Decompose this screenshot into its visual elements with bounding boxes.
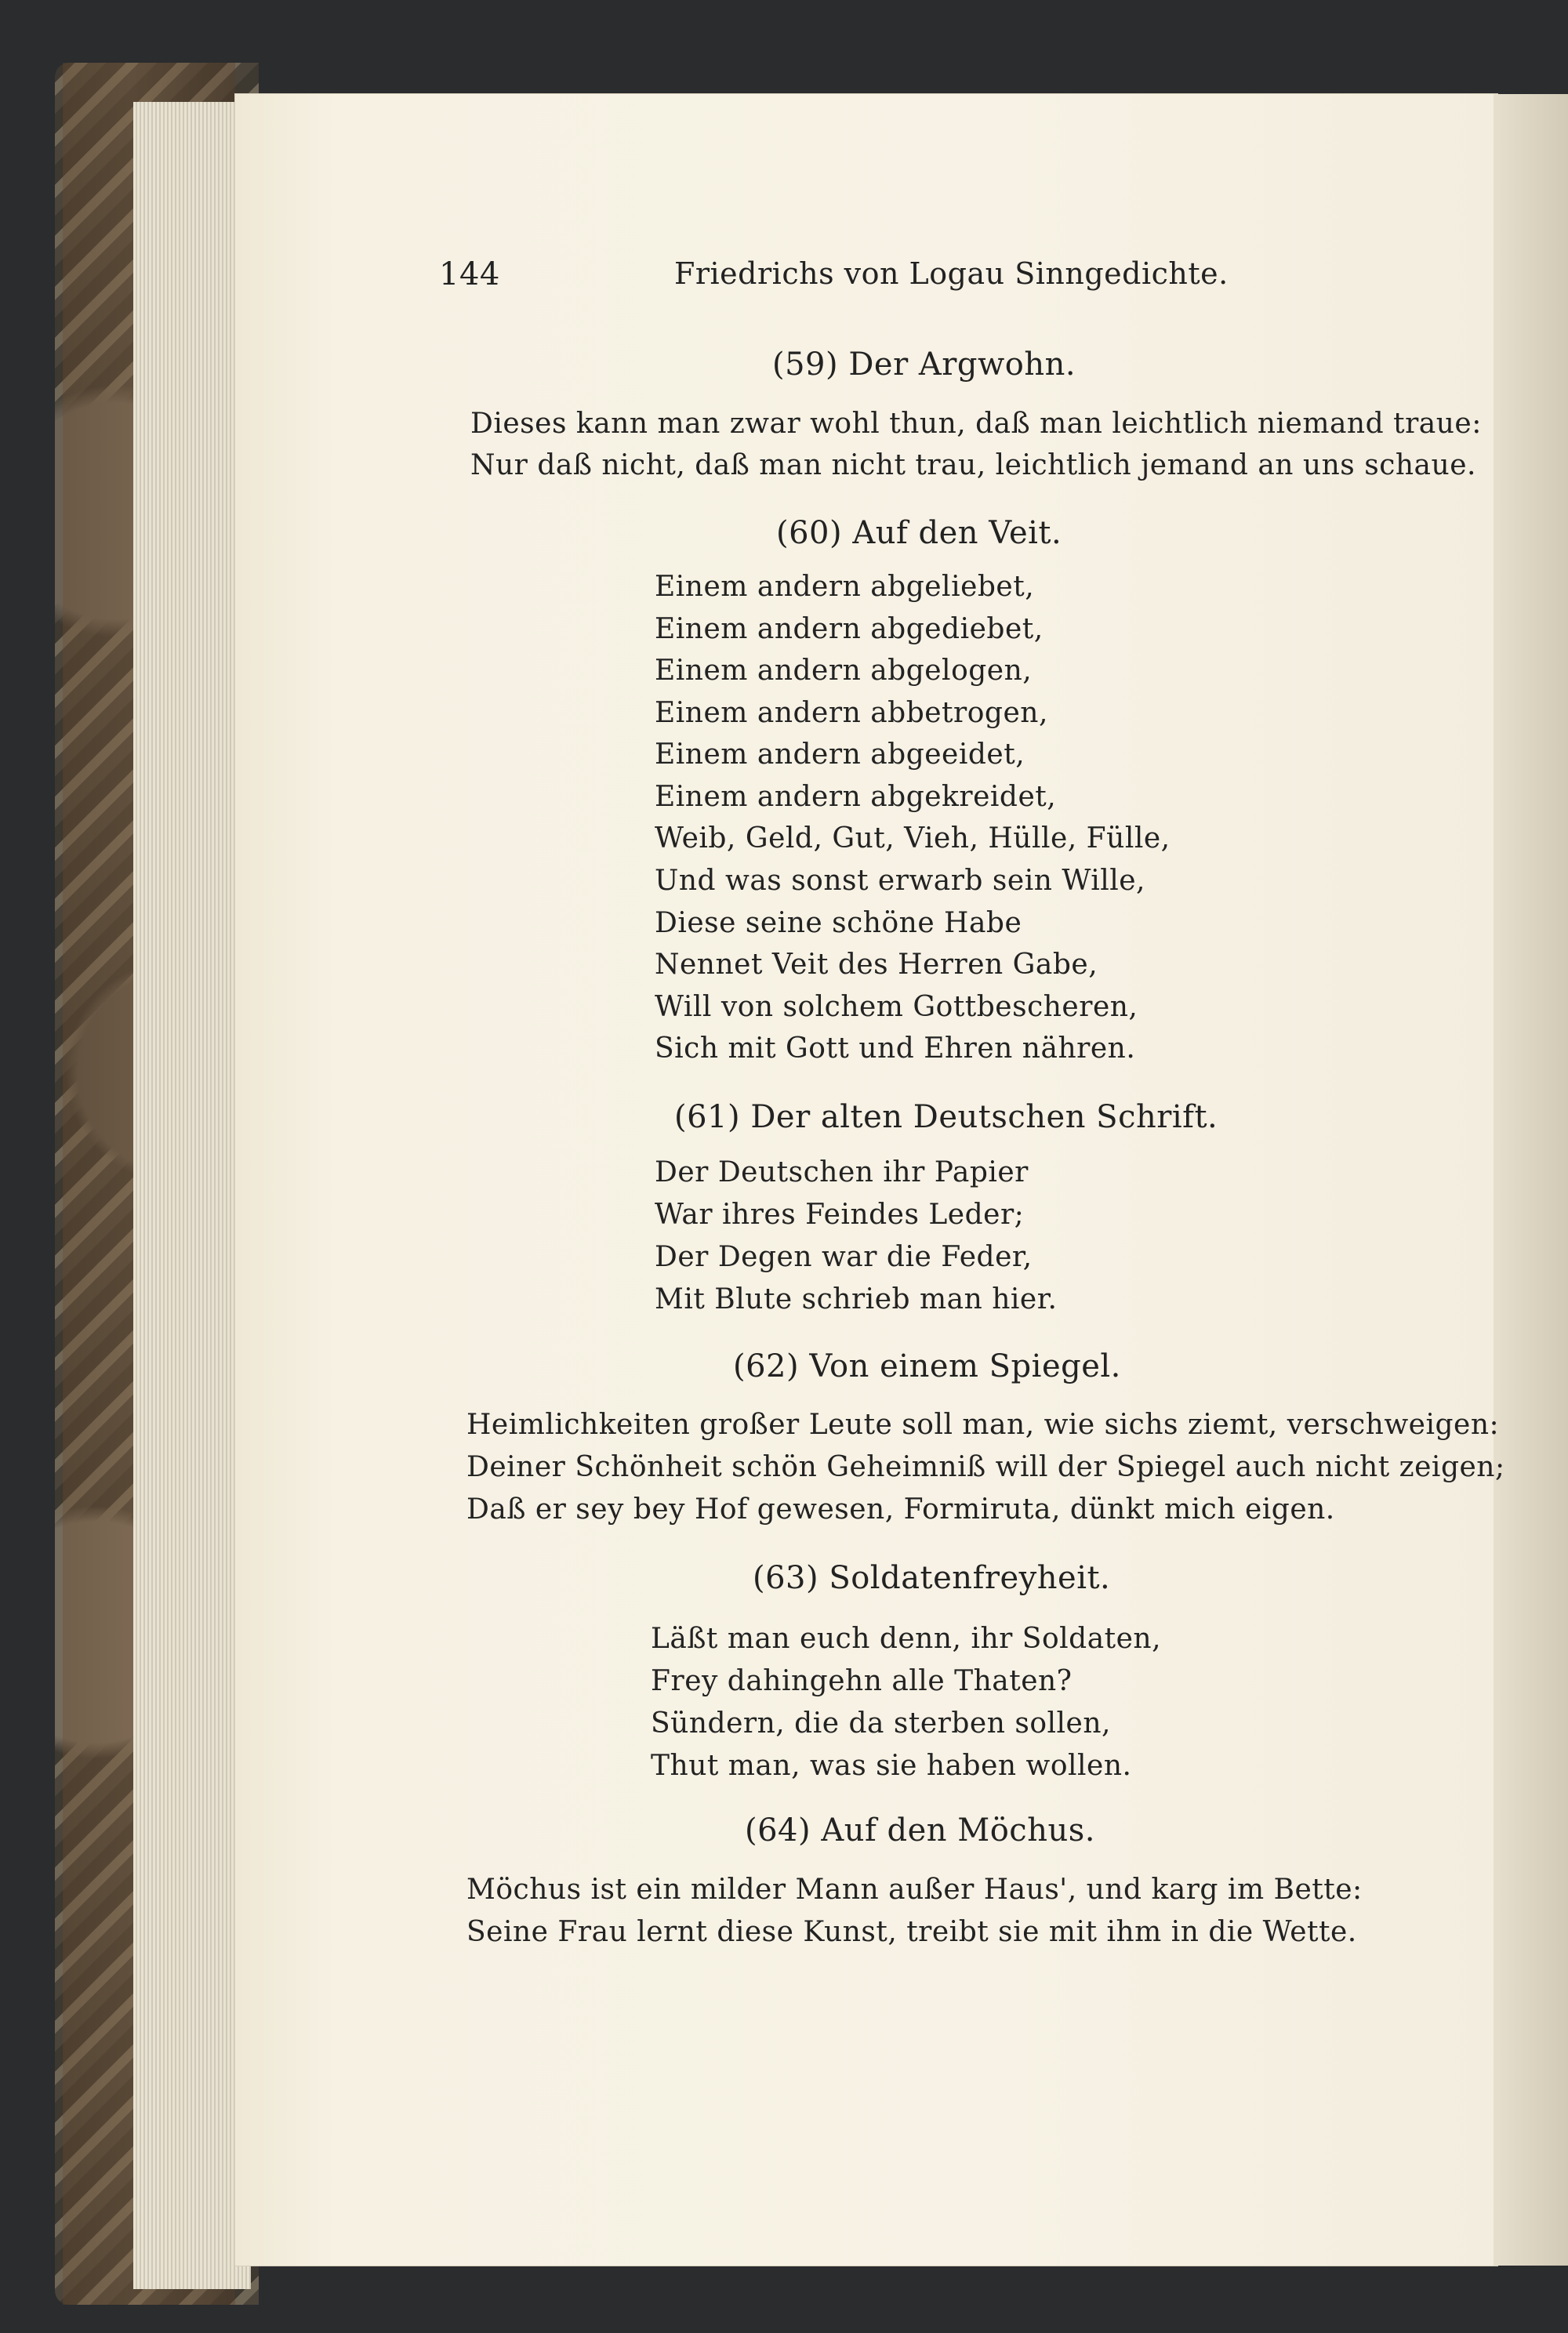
verse-line: Der Deutschen ihr Papier	[655, 1156, 1029, 1188]
text-line: Dieses kann man zwar wohl thun, daß man leichtlich niemand traue:	[470, 408, 1482, 440]
text-line: Daß er sey bey Hof gewesen, Formiruta, dünkt mich eigen.	[466, 1493, 1335, 1526]
verse-line: Nennet Veit des Herren Gabe,	[655, 949, 1098, 981]
section-title: (61) Der alten Deutschen Schrift.	[674, 1099, 1218, 1135]
verse-line: Läßt man euch denn, ihr Soldaten,	[651, 1623, 1162, 1655]
verse-line: Einem andern abgeliebet,	[655, 571, 1035, 603]
verse-line: Einem andern abgekreidet,	[655, 781, 1057, 813]
section-title: (60) Auf den Veit.	[776, 515, 1062, 551]
text-line: Nur daß nicht, daß man nicht trau, leichtlich jemand an uns schaue.	[470, 449, 1476, 481]
page-number: 144	[439, 256, 500, 292]
verse-line: Und was sonst erwarb sein Wille,	[655, 865, 1145, 897]
verse-line: Einem andern abgelogen,	[655, 655, 1033, 687]
verse-line: Weib, Geld, Gut, Vieh, Hülle, Fülle,	[655, 822, 1171, 854]
verse-line: Diese seine schöne Habe	[655, 907, 1022, 939]
text-line: Deiner Schönheit schön Geheimniß will der Spiegel auch nicht zeigen;	[466, 1451, 1505, 1483]
running-title: Friedrichs von Logau Sinngedichte.	[674, 256, 1229, 291]
verse-line: War ihres Feindes Leder;	[655, 1199, 1025, 1231]
verse-line: Der Degen war die Feder,	[655, 1241, 1033, 1273]
section-title: (59) Der Argwohn.	[772, 347, 1076, 383]
verse-line: Sich mit Gott und Ehren nähren.	[655, 1032, 1136, 1065]
section-title: (63) Soldatenfreyheit.	[753, 1560, 1111, 1596]
text-line: Möchus ist ein milder Mann außer Haus', und karg im Bette:	[466, 1874, 1363, 1906]
text-line: Seine Frau lernt diese Kunst, treibt sie mit ihm in die Wette.	[466, 1916, 1357, 1948]
verse-line: Einem andern abgediebet,	[655, 613, 1044, 645]
verse-line: Einem andern abbetrogen,	[655, 697, 1048, 729]
verse-line: Frey dahingehn alle Thaten?	[651, 1665, 1073, 1697]
section-title: (64) Auf den Möchus.	[745, 1812, 1095, 1849]
text-line: Heimlichkeiten großer Leute soll man, wie sichs ziemt, verschweigen:	[466, 1409, 1500, 1441]
verse-line: Sündern, die da sterben sollen,	[651, 1707, 1111, 1740]
verse-line: Thut man, was sie haben wollen.	[651, 1750, 1132, 1782]
verse-line: Einem andern abgeeidet,	[655, 738, 1025, 771]
verse-line: Mit Blute schrieb man hier.	[655, 1283, 1058, 1315]
section-title: (62) Von einem Spiegel.	[733, 1348, 1121, 1384]
verse-line: Will von solchem Gottbescheren,	[655, 991, 1138, 1023]
